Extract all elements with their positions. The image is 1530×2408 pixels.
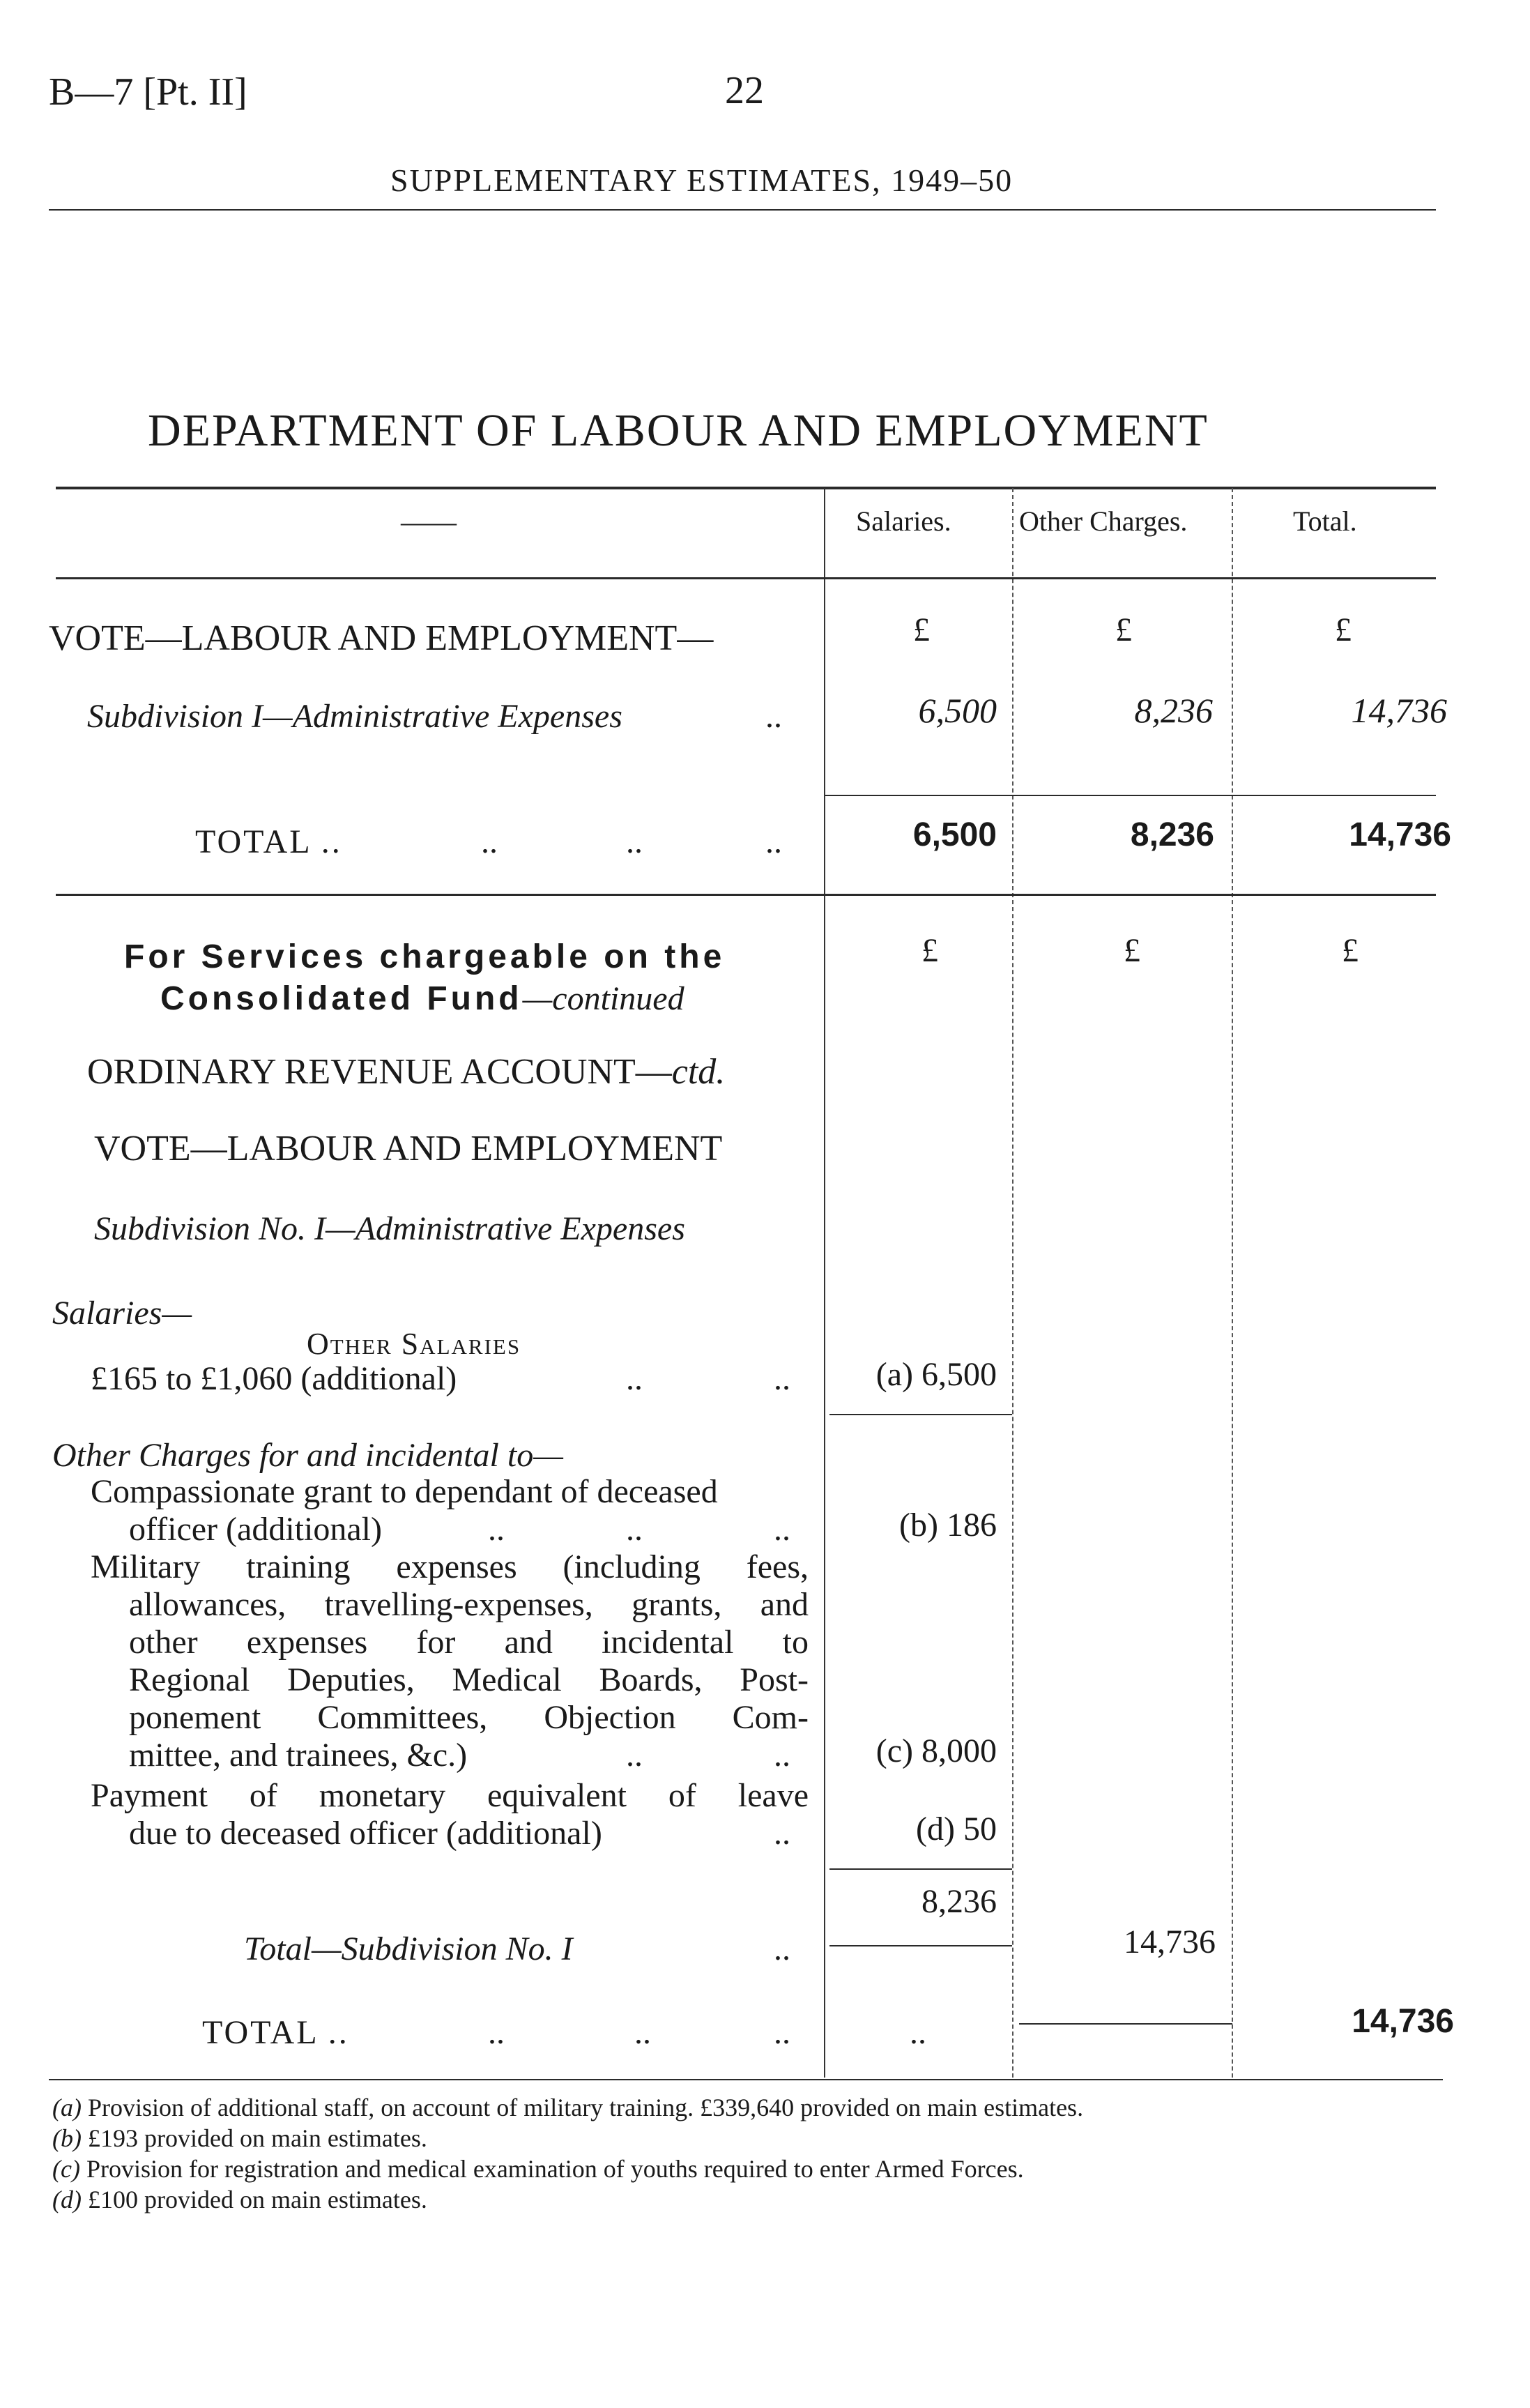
summary-total-leader: .. <box>626 823 643 860</box>
detail-currency-other: £ <box>1124 932 1140 969</box>
grant-leader: .. <box>488 1511 505 1548</box>
summary-total-leader: .. <box>765 823 782 860</box>
grand-total-rule <box>1019 2023 1232 2025</box>
col-divider-1 <box>824 488 825 2078</box>
summary-sum-rule <box>825 795 1436 796</box>
footnote-c <box>52 2154 1024 2184</box>
military-leader: .. <box>626 1737 643 1774</box>
salary-leader: .. <box>626 1360 643 1397</box>
detail-subdivision-label: Subdivision No. I—Administrative Expenses <box>94 1210 685 1247</box>
leave-line2: due to deceased officer (additional) <box>129 1815 602 1852</box>
footnote-mark: (b) <box>52 2124 82 2152</box>
page-number: 22 <box>725 69 764 112</box>
column-total-heading: Total. <box>1293 505 1357 537</box>
military-line: mittee, and trainees, &c.) <box>129 1737 468 1774</box>
other-charges-sum: 8,236 <box>921 1883 997 1920</box>
ordinary-revenue-ctd: ctd. <box>671 1052 726 1092</box>
grand-total-salaries: .. <box>910 2014 926 2051</box>
footnote-text: £193 provided on main estimates. <box>87 2124 427 2152</box>
header-rule <box>49 209 1436 211</box>
footnote-text: £100 provided on main estimates. <box>87 2186 427 2213</box>
summary-vote-label: VOTE—LABOUR AND EMPLOYMENT— <box>49 618 714 658</box>
grand-total-label: TOTAL .. <box>202 2014 349 2051</box>
summary-currency-salaries: £ <box>913 611 930 648</box>
salary-value: (a) 6,500 <box>875 1356 997 1393</box>
footnote-d <box>52 2185 427 2214</box>
military-line: Military training expenses (including fees, <box>91 1548 809 1585</box>
summary-end-rule <box>56 894 1436 896</box>
column-other-charges-heading: Other Charges. <box>1019 505 1188 537</box>
summary-subdivision-other: 8,236 <box>1134 691 1213 730</box>
summary-total-total: 14,736 <box>1349 816 1451 853</box>
col-divider-3 <box>1232 488 1233 2078</box>
running-title: SUPPLEMENTARY ESTIMATES, 1949–50 <box>390 162 1013 198</box>
salaries-heading: Salaries— <box>52 1295 192 1332</box>
services-heading-line1: For Services chargeable on the <box>124 938 726 975</box>
grant-leader: .. <box>626 1511 643 1548</box>
grand-total-leader: .. <box>634 2014 651 2051</box>
summary-total-label: TOTAL .. <box>195 823 342 860</box>
summary-subdivision-salaries: 6,500 <box>918 691 997 730</box>
subdivision-total-rule <box>829 1945 1012 1946</box>
military-value: (c) 8,000 <box>875 1732 997 1769</box>
grand-total-leader: .. <box>488 2014 505 2051</box>
other-charges-heading: Other Charges for and incidental to— <box>52 1437 563 1474</box>
summary-currency-other: £ <box>1115 611 1132 648</box>
detail-vote-label: VOTE—LABOUR AND EMPLOYMENT <box>94 1129 723 1168</box>
detail-currency-total: £ <box>1342 932 1359 969</box>
summary-subdivision-label: Subdivision I—Administrative Expenses <box>87 698 622 735</box>
military-line: allowances, travelling-expenses, grants, and <box>129 1586 809 1623</box>
ordinary-revenue-heading <box>87 1051 725 1092</box>
grand-total-value: 14,736 <box>1352 2003 1454 2040</box>
military-leader: .. <box>774 1737 790 1774</box>
consolidated-fund-text: Consolidated Fund <box>160 980 523 1017</box>
other-salaries-heading: Other Salaries <box>307 1327 521 1361</box>
salary-range-label: £165 to £1,060 (additional) <box>91 1360 457 1397</box>
summary-subdivision-leader: .. <box>765 698 782 735</box>
footnote-rule <box>49 2079 1443 2080</box>
ordinary-revenue-text: ORDINARY REVENUE ACCOUNT— <box>87 1052 672 1092</box>
military-line: ponement Committees, Objection Com- <box>129 1699 809 1736</box>
summary-currency-total: £ <box>1335 611 1352 648</box>
salary-leader: .. <box>774 1360 790 1397</box>
footnote-mark: (a) <box>52 2094 82 2121</box>
footnote-mark: (c) <box>52 2155 80 2183</box>
footnote-b <box>52 2124 427 2153</box>
footnote-mark: (d) <box>52 2186 82 2213</box>
leave-leader: .. <box>774 1815 790 1852</box>
salary-sum-rule <box>829 1414 1012 1415</box>
grant-line2: officer (additional) <box>129 1511 382 1548</box>
summary-subdivision-total: 14,736 <box>1351 691 1447 730</box>
grant-line1: Compassionate grant to dependant of deceased <box>91 1473 718 1510</box>
detail-currency-salaries: £ <box>921 932 938 969</box>
column-salaries-heading: Salaries. <box>856 505 951 537</box>
leave-line1: Payment of monetary equivalent of leave <box>91 1777 809 1814</box>
footnote-a <box>52 2093 1083 2122</box>
services-heading-line2 <box>160 980 684 1018</box>
summary-total-salaries: 6,500 <box>912 816 997 853</box>
subdivision-total-label: Total—Subdivision No. I <box>244 1930 573 1967</box>
grand-total-leader: .. <box>774 2014 790 2051</box>
leave-value: (d) 50 <box>916 1811 997 1847</box>
other-charges-sum-rule <box>829 1868 1012 1870</box>
subdivision-total-leader: .. <box>774 1930 790 1967</box>
department-title: DEPARTMENT OF LABOUR AND EMPLOYMENT <box>148 405 1209 456</box>
grant-value: (b) 186 <box>899 1507 997 1544</box>
footnote-text: Provision of additional staff, on account of military training. £339,640 provided on main estimates. <box>87 2094 1084 2121</box>
military-line: other expenses for and incidental to <box>129 1624 809 1661</box>
grant-leader: .. <box>774 1511 790 1548</box>
column-blank-heading: —— <box>401 506 457 538</box>
footnote-text: Provision for registration and medical examination of youths required to enter Armed Forces. <box>86 2155 1024 2183</box>
subdivision-total-value: 14,736 <box>1124 1923 1216 1960</box>
summary-total-leader: .. <box>481 823 498 860</box>
continued-text: —continued <box>522 980 684 1017</box>
title-rule <box>56 487 1436 489</box>
summary-total-other: 8,236 <box>1130 816 1214 853</box>
military-line: Regional Deputies, Medical Boards, Post- <box>129 1661 809 1698</box>
column-heading-rule <box>56 577 1436 579</box>
page-ref: B—7 [Pt. II] <box>49 70 247 114</box>
col-divider-2 <box>1012 488 1013 2078</box>
